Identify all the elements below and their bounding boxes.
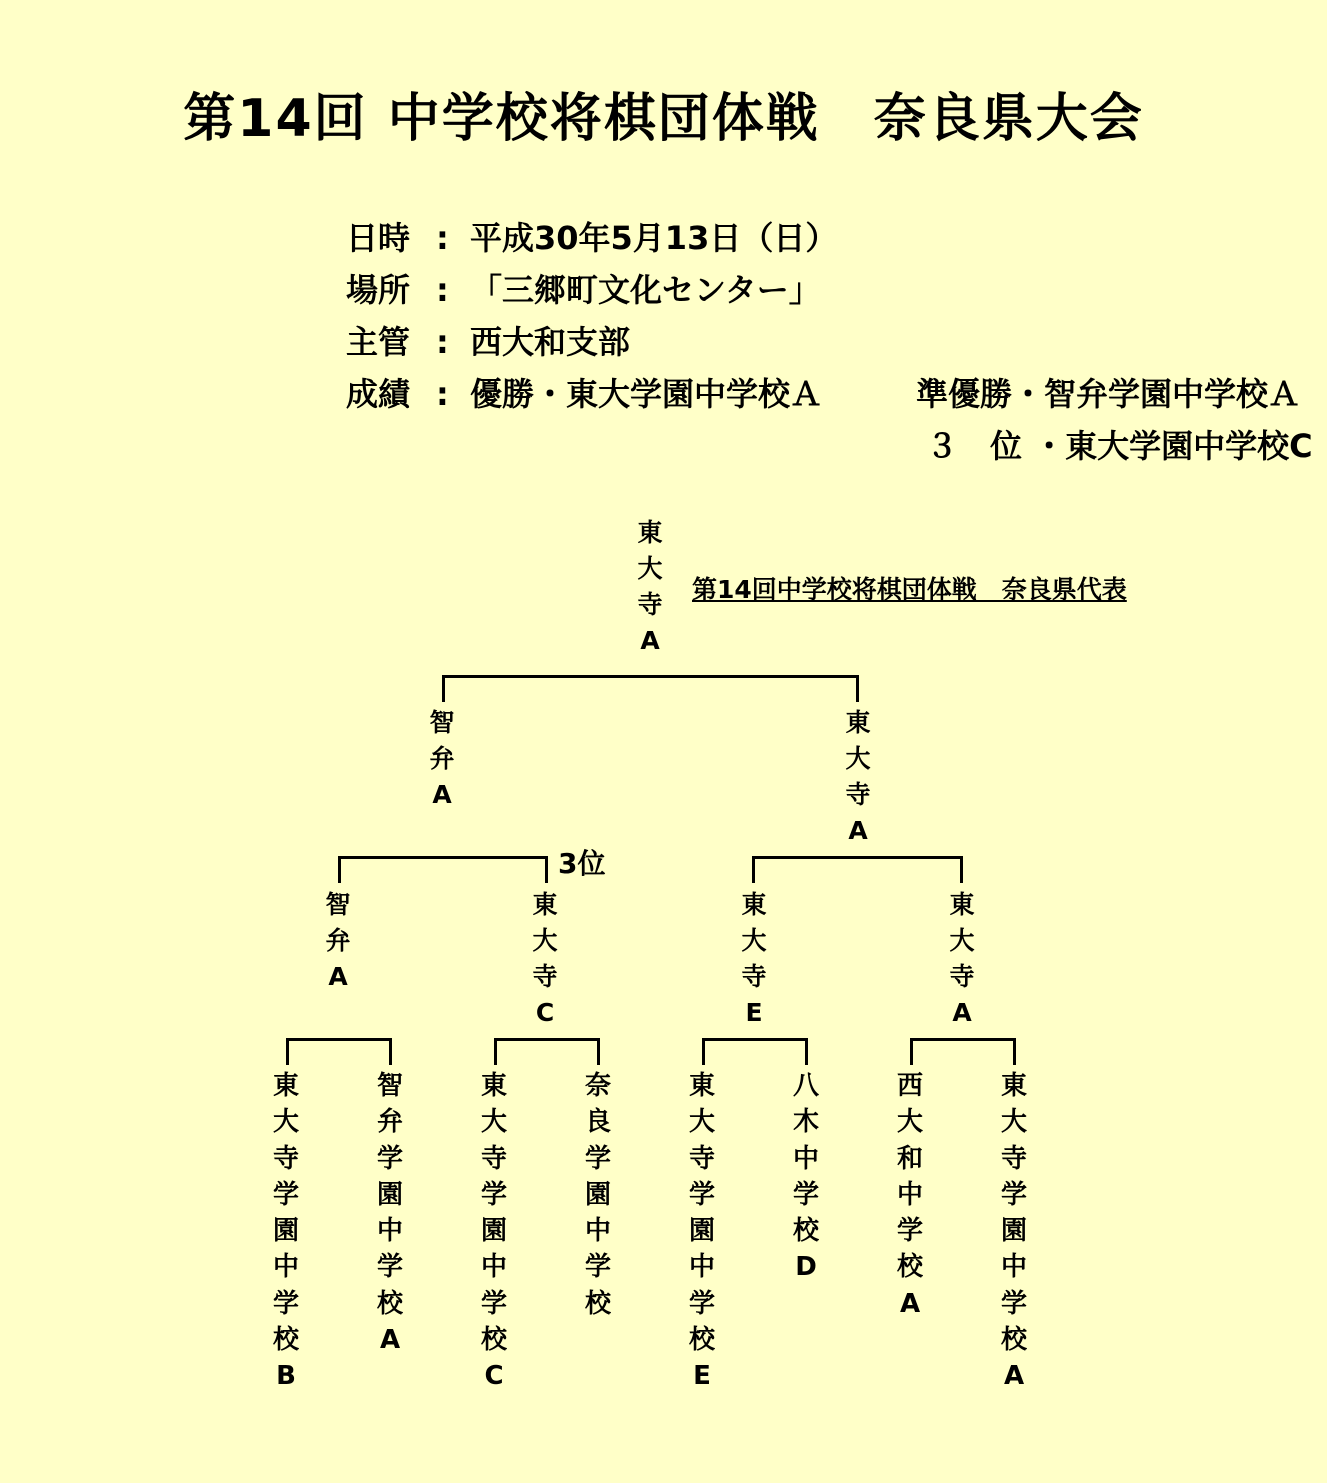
date-colon: : [436, 219, 449, 257]
venue-colon: : [436, 271, 449, 309]
third-place-marker: 3位 [558, 847, 606, 880]
final-left-drop [442, 675, 445, 702]
runner-up-result: 準優勝・智弁学園中学校Ａ [916, 375, 1301, 413]
quarter-4-bracket-line [910, 1038, 1016, 1041]
semi-right-bracket-line [752, 856, 963, 859]
results-colon: : [436, 375, 449, 413]
team-3-label: 東 大 寺 学 園 中 学 校 C [480, 1071, 507, 1392]
venue-label: 場所 [346, 271, 411, 309]
team-5-label: 東 大 寺 学 園 中 学 校 E [688, 1071, 715, 1392]
host-value: 西大和支部 [470, 323, 631, 361]
semi-left-left-drop [338, 856, 341, 883]
team-6-label: 八 木 中 学 校 D [792, 1071, 819, 1283]
quarter-3-bracket-line [702, 1038, 808, 1041]
date-value: 平成30年5月13日（日） [470, 219, 838, 257]
quarter-4-label: 東 大 寺 A [949, 890, 975, 1027]
semifinal-right-label: 東 大 寺 A [845, 708, 871, 845]
third-place-result: ３ 位 ・東大学園中学校C [926, 427, 1313, 465]
date-label: 日時 [346, 219, 411, 257]
quarter-4-left-drop [910, 1038, 913, 1065]
representative-note: 第14回中学校将棋団体戦 奈良県代表 [692, 575, 1127, 604]
quarter-2-bracket-line [494, 1038, 600, 1041]
quarter-1-bracket-line [286, 1038, 392, 1041]
quarter-4-right-drop [1013, 1038, 1016, 1065]
host-colon: : [436, 323, 449, 361]
results-label: 成績 [346, 375, 411, 413]
quarter-1-label: 智 弁 A [325, 890, 351, 991]
semi-left-right-drop [545, 856, 548, 883]
quarter-3-label: 東 大 寺 E [741, 890, 767, 1027]
venue-value: 「三郷町文化センター」 [470, 271, 821, 309]
semi-left-bracket-line [338, 856, 548, 859]
champion-label: 東 大 寺 A [637, 518, 663, 655]
team-1-label: 東 大 寺 学 園 中 学 校 B [272, 1071, 299, 1392]
team-4-label: 奈 良 学 園 中 学 校 [584, 1071, 611, 1319]
semi-right-left-drop [752, 856, 755, 883]
quarter-3-left-drop [702, 1038, 705, 1065]
winner-result: 優勝・東大学園中学校Ａ [470, 375, 823, 413]
team-8-label: 東 大 寺 学 園 中 学 校 A [1000, 1071, 1027, 1392]
page-title: 第14回 中学校将棋団体戦 奈良県大会 [183, 89, 1144, 149]
semi-right-right-drop [960, 856, 963, 883]
team-2-label: 智 弁 学 園 中 学 校 A [376, 1071, 403, 1356]
quarter-1-right-drop [389, 1038, 392, 1065]
final-right-drop [856, 675, 859, 702]
host-label: 主管 [346, 323, 411, 361]
quarter-2-left-drop [494, 1038, 497, 1065]
team-7-label: 西 大 和 中 学 校 A [896, 1071, 923, 1319]
final-bracket-line [442, 675, 859, 678]
quarter-2-right-drop [597, 1038, 600, 1065]
quarter-1-left-drop [286, 1038, 289, 1065]
quarter-3-right-drop [805, 1038, 808, 1065]
semifinal-left-label: 智 弁 A [429, 708, 455, 809]
quarter-2-label: 東 大 寺 C [532, 890, 558, 1027]
